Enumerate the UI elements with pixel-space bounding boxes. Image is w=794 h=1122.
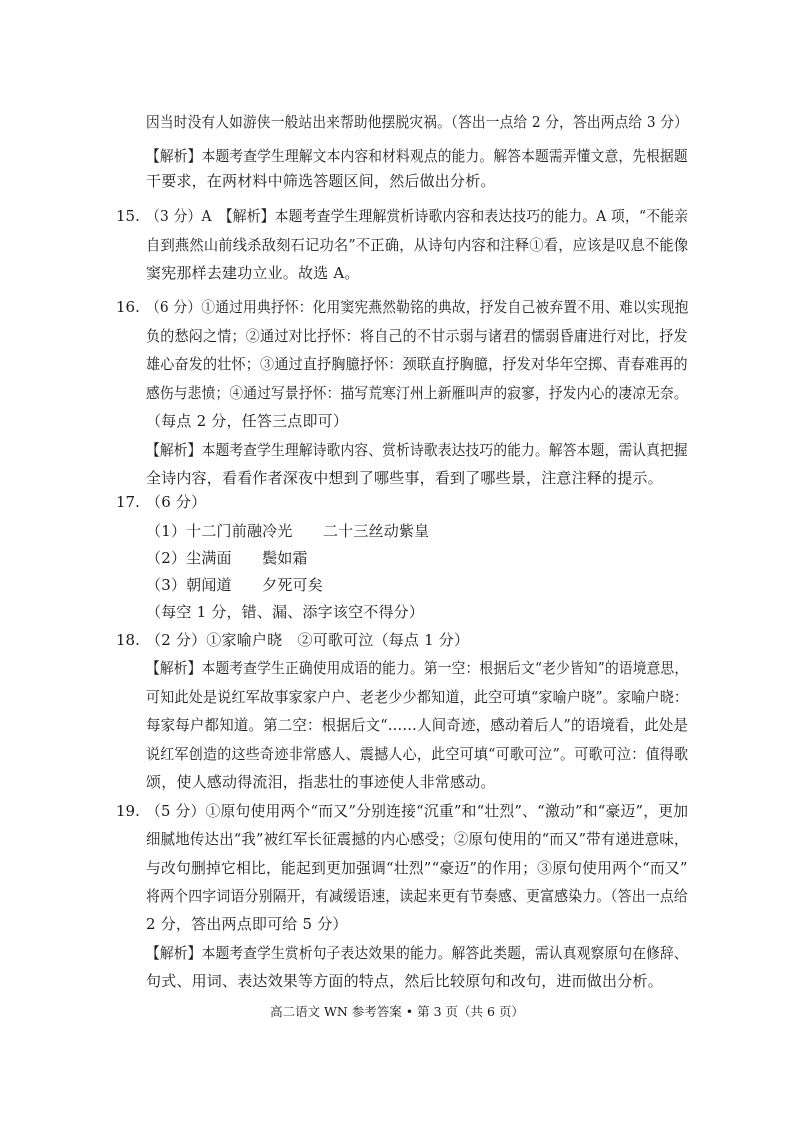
- text-line: 因当时没有人如游侠一般站出来帮助他摆脱灾祸。（答出一点给 2 分，答出两点给 3 分）: [146, 113, 688, 131]
- text-line: 感伤与悲愤；④通过写景抒怀：描写荒寒汀州上新雁叫声的寂寥，抒发内心的凄凉无奈。: [146, 384, 688, 402]
- text-line: 每家每户都知道。第二空：根据后文“……人间奇迹，感动着后人”的语境看，此处是: [146, 716, 689, 734]
- text-line: 窦宪那样去建功立业。故选 A。: [146, 264, 360, 282]
- text-line: 细腻地传达出“我”被红军长征震撼的内心感受；②原句使用的“而又”带有递进意味，: [146, 830, 689, 848]
- question-number-15: 15.: [116, 207, 140, 225]
- analysis-line: 【解析】本题考查学生理解诗歌内容、赏析诗歌表达技巧的能力。解答本题，需认真把握: [146, 441, 688, 459]
- question-number-18: 18.: [116, 631, 140, 649]
- text-line: 将两个四字词语分别隔开，有减缓语速，读起来更有节奏感、更富感染力。（答出一点给: [146, 887, 688, 905]
- analysis-line: 【解析】本题考查学生正确使用成语的能力。第一空：根据后文“老少皆知”的语境意思，: [146, 659, 689, 677]
- question-number-17: 17.: [116, 493, 140, 511]
- text-line: 可知此处是说红军故事家家户户、老老少少都知道，此空可填“家喻户晓”。家喻户晓：: [146, 688, 689, 706]
- answer-line: （3）朝闻道 夕死可矣: [146, 576, 323, 594]
- question-number-16: 16.: [116, 298, 140, 316]
- answer-line: （2）尘满面 鬓如霜: [146, 549, 308, 567]
- text-line: 2 分，答出两点即可给 5 分）: [146, 915, 348, 933]
- answer-line: （5 分）①原句使用两个“而又”分别连接“沉重”和“壮烈”、“激动”和“豪迈”，更加: [146, 802, 689, 820]
- text-line: 负的愁闷之情；②通过对比抒怀：将自己的不甘示弱与诸君的懦弱昏庸进行对比，抒发: [146, 327, 688, 345]
- text-line: 说红军创造的这些奇迹非常感人、震撼人心，此空可填“可歌可泣”。可歌可泣：值得歌: [146, 745, 689, 763]
- page-footer: 高二语文 WN 参考答案 • 第 3 页（共 6 页）: [270, 1004, 524, 1019]
- answer-line: （1）十二门前融冷光 二十三丝动紫皇: [146, 522, 430, 540]
- text-line: （每点 2 分，任答三点即可）: [146, 412, 349, 430]
- answer-line: （2 分）①家喻户晓 ②可歌可泣（每点 1 分）: [146, 631, 470, 649]
- text-line: 雄心奋发的壮怀；③通过直抒胸臆抒怀：颈联直抒胸臆，抒发对华年空掷、青春难再的: [146, 355, 688, 373]
- text-line: 全诗内容，看看作者深夜中想到了哪些事，看到了哪些景，注意注释的提示。: [146, 469, 663, 487]
- analysis-line: 【解析】本题考查学生赏析句子表达效果的能力。解答此类题，需认真观察原句在修辞、: [146, 944, 688, 962]
- text-line: 句式、用词、表达效果等方面的特点，然后比较原句和改句，进而做出分析。: [146, 972, 663, 990]
- text-line: 颂，使人感动得流泪，指悲壮的事迹使人非常感动。: [146, 773, 496, 791]
- answer-line: （3 分）A 【解析】本题考查学生理解赏析诗歌内容和表达技巧的能力。A 项，“不能亲: [146, 207, 689, 225]
- analysis-line: 【解析】本题考查学生理解文本内容和材料观点的能力。解答本题需弄懂文意，先根据题: [146, 147, 688, 165]
- question-number-19: 19.: [116, 802, 140, 820]
- answer-line: （6 分）: [146, 493, 207, 511]
- answer-line: （6 分）①通过用典抒怀：化用窦宪燕然勒铭的典故，抒发自己被弃置不用、难以实现抱: [146, 298, 689, 316]
- text-line: （每空 1 分，错、漏、添字该空不得分）: [146, 603, 425, 621]
- text-line: 与改句删掉它相比，能起到更加强调“壮烈”“豪迈”的作用；③原句使用两个“而又”: [146, 859, 688, 877]
- text-line: 自到燕然山前线杀敌刻石记功名”不正确，从诗句内容和注释①看，应该是叹息不能像: [146, 236, 689, 254]
- text-line: 干要求，在两材料中筛选答题区间，然后做出分析。: [146, 172, 496, 190]
